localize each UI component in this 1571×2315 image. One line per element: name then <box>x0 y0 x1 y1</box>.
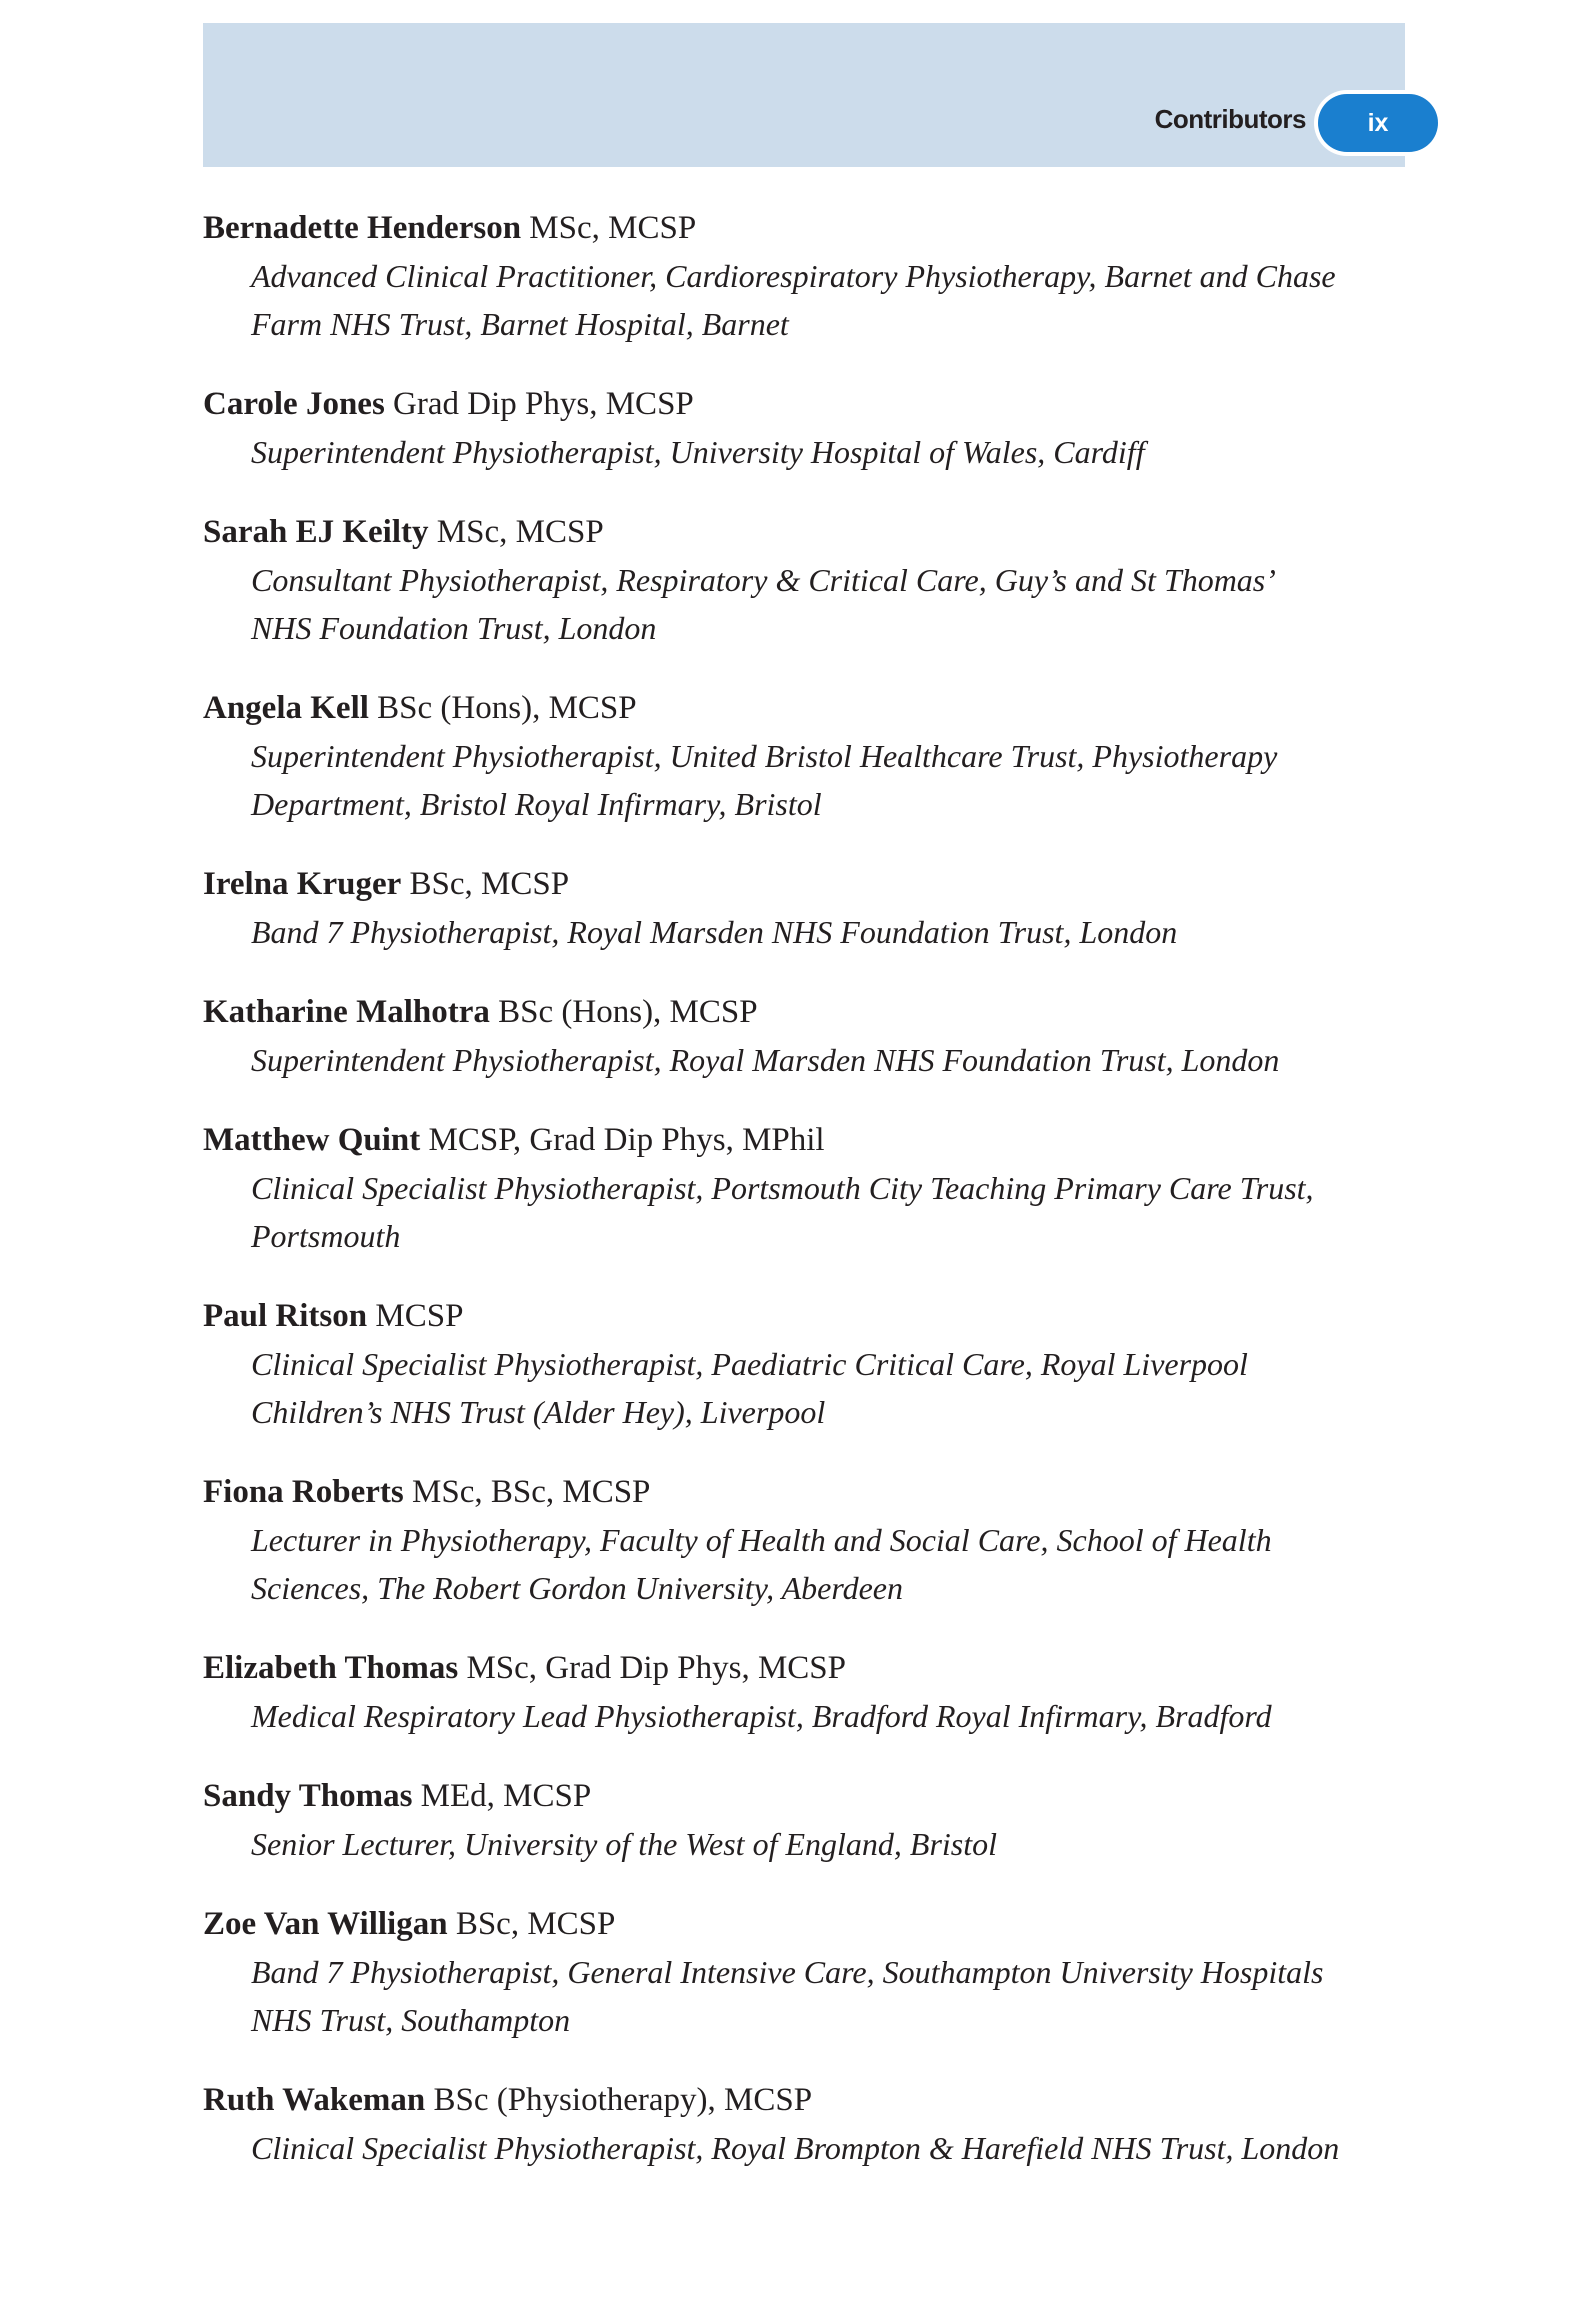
contributor-affiliation-line: Advanced Clinical Practitioner, Cardiorespiratory Physiotherapy, Barnet and Chase <box>251 258 1336 294</box>
contributor-heading <box>203 860 1413 908</box>
contributor-entry <box>203 1116 1413 1260</box>
contributor-name: Sarah EJ Keilty <box>203 514 429 550</box>
contributor-affiliation-line: Senior Lecturer, University of the West of England, Bristol <box>251 1826 998 1862</box>
contributor-qualifications: MEd, MCSP <box>420 1778 592 1814</box>
contributor-entry <box>203 1900 1413 2044</box>
contributor-affiliation-line: Sciences, The Robert Gordon University, Aberdeen <box>251 1570 903 1606</box>
contributor-qualifications: Grad Dip Phys, MCSP <box>393 386 694 422</box>
contributor-name: Zoe Van Willigan <box>203 1906 448 1942</box>
contributor-qualifications: MCSP <box>375 1298 464 1334</box>
contributor-affiliation-line: Band 7 Physiotherapist, Royal Marsden NHS Foundation Trust, London <box>251 914 1178 950</box>
contributor-heading <box>203 2076 1413 2124</box>
contributor-affiliation-line: Consultant Physiotherapist, Respiratory & Critical Care, Guy’s and St Thomas’ <box>251 562 1276 598</box>
contributor-affiliation-line: Children’s NHS Trust (Alder Hey), Liverpool <box>251 1394 826 1430</box>
contributor-qualifications: MCSP, Grad Dip Phys, MPhil <box>428 1122 825 1158</box>
contributor-heading <box>203 1644 1413 1692</box>
running-header-band <box>203 23 1405 167</box>
page-number-tab <box>1318 94 1438 152</box>
contributor-affiliation-line: NHS Trust, Southampton <box>251 2002 571 2038</box>
contributor-heading <box>203 684 1413 732</box>
contributor-entry <box>203 1644 1413 1740</box>
page-number: ix <box>1367 108 1389 137</box>
contributor-qualifications: MSc, BSc, MCSP <box>412 1474 651 1510</box>
contributor-name: Carole Jones <box>203 386 385 422</box>
contributor-qualifications: BSc, MCSP <box>455 1906 616 1942</box>
contributor-affiliation-line: Lecturer in Physiotherapy, Faculty of Health and Social Care, School of Health <box>251 1522 1272 1558</box>
contributor-affiliation-line: Department, Bristol Royal Infirmary, Bristol <box>251 786 822 822</box>
contributor-name: Bernadette Henderson <box>203 210 522 246</box>
contributor-entry <box>203 1772 1413 1868</box>
contributor-qualifications: BSc (Hons), MCSP <box>498 994 758 1030</box>
contributor-entry <box>203 380 1413 476</box>
contributor-affiliation-line: Clinical Specialist Physiotherapist, Royal Brompton & Harefield NHS Trust, London <box>251 2130 1340 2166</box>
contributor-name: Fiona Roberts <box>203 1474 404 1510</box>
contributor-heading <box>203 1468 1413 1516</box>
contributor-qualifications: BSc (Hons), MCSP <box>377 690 637 726</box>
contributor-heading <box>203 1292 1413 1340</box>
contributor-qualifications: MSc, MCSP <box>529 210 697 246</box>
contributor-affiliation-line: Farm NHS Trust, Barnet Hospital, Barnet <box>251 306 789 342</box>
contributor-affiliation-line: Superintendent Physiotherapist, University Hospital of Wales, Cardiff <box>251 434 1145 470</box>
contributor-affiliation-line: Band 7 Physiotherapist, General Intensive Care, Southampton University Hospitals <box>251 1954 1324 1990</box>
running-header-title: Contributors <box>1154 104 1306 134</box>
contributor-affiliation-line: Portsmouth <box>251 1218 401 1254</box>
contributor-affiliation-line: Superintendent Physiotherapist, United Bristol Healthcare Trust, Physiotherapy <box>251 738 1278 774</box>
contributor-entry <box>203 988 1413 1084</box>
contributor-affiliation-line: Medical Respiratory Lead Physiotherapist, Bradford Royal Infirmary, Bradford <box>251 1698 1272 1734</box>
contributor-affiliation-line: NHS Foundation Trust, London <box>251 610 657 646</box>
contributor-name: Sandy Thomas <box>203 1778 413 1814</box>
contributor-heading <box>203 380 1413 428</box>
contributor-heading <box>203 1116 1413 1164</box>
contributor-affiliation-line: Clinical Specialist Physiotherapist, Paediatric Critical Care, Royal Liverpool <box>251 1346 1248 1382</box>
contributor-entry <box>203 684 1413 828</box>
contributor-qualifications: MSc, Grad Dip Phys, MCSP <box>466 1650 847 1686</box>
contributor-entry <box>203 508 1413 652</box>
contributor-name: Paul Ritson <box>203 1298 368 1334</box>
contributor-qualifications: MSc, MCSP <box>436 514 604 550</box>
contributor-heading <box>203 204 1413 252</box>
contributor-name: Irelna Kruger <box>203 866 402 902</box>
contributor-name: Angela Kell <box>203 690 369 726</box>
contributor-list <box>203 204 1413 2204</box>
contributor-qualifications: BSc, MCSP <box>409 866 570 902</box>
contributor-name: Matthew Quint <box>203 1122 421 1158</box>
contributor-heading <box>203 1900 1413 1948</box>
contributor-entry <box>203 1292 1413 1436</box>
contributor-name: Ruth Wakeman <box>203 2082 426 2118</box>
contributor-heading <box>203 1772 1413 1820</box>
contributor-heading <box>203 988 1413 1036</box>
contributor-qualifications: BSc (Physiotherapy), MCSP <box>433 2082 813 2118</box>
contributor-entry <box>203 204 1413 348</box>
contributor-entry <box>203 1468 1413 1612</box>
contributor-heading <box>203 508 1413 556</box>
contributor-affiliation-line: Clinical Specialist Physiotherapist, Portsmouth City Teaching Primary Care Trust, <box>251 1170 1314 1206</box>
contributor-affiliation-line: Superintendent Physiotherapist, Royal Marsden NHS Foundation Trust, London <box>251 1042 1280 1078</box>
contributor-entry <box>203 860 1413 956</box>
contributor-name: Elizabeth Thomas <box>203 1650 459 1686</box>
contributor-name: Katharine Malhotra <box>203 994 490 1030</box>
contributor-entry <box>203 2076 1413 2172</box>
